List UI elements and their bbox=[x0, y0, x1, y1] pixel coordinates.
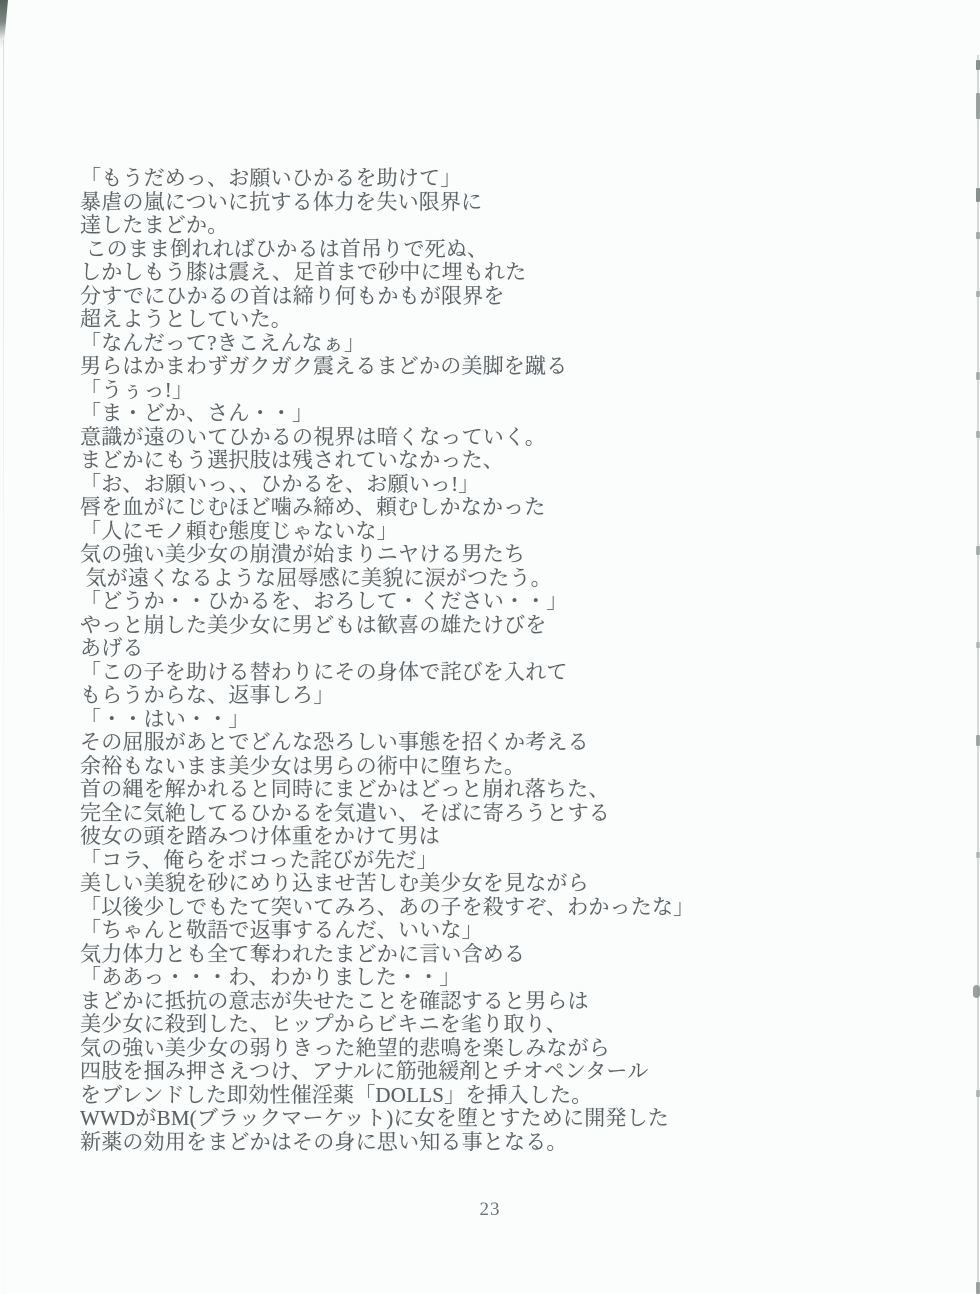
text-line: 「ちゃんと敬語で返事するんだ、いいな」 bbox=[80, 918, 483, 942]
text-line: 「コラ、俺らをボコった詫びが先だ」 bbox=[80, 847, 438, 872]
scan-speck bbox=[976, 735, 980, 746]
text-line: やっと崩した美少女に男どもは歓喜の雄たけびを bbox=[80, 612, 547, 637]
text-line: 「この子を助ける替わりにその身体で詫びを入れて bbox=[80, 659, 568, 684]
text-line: 「お、お願いっ、、ひかるを、お願いっ!」 bbox=[80, 471, 480, 496]
text-line: 気の強い美少女の崩潰が始まりニヤける男たち bbox=[80, 542, 526, 566]
text-line: 「ま・どか、さん・・」 bbox=[80, 401, 314, 425]
text-line: 気力体力とも全て奪われたまどかに言い含める bbox=[80, 941, 526, 966]
text-line: 四肢を掴み押さえつけ、アナルに筋弛緩剤とチオペンタール bbox=[80, 1059, 649, 1083]
text-line: もらうからな、返事しろ」 bbox=[80, 683, 335, 707]
scan-speck bbox=[976, 1090, 980, 1097]
text-line: 「ああっ・・・わ、わかりました・・」 bbox=[80, 965, 461, 989]
text-line: 新薬の効用をまどかはその身に思い知る事となる。 bbox=[80, 1129, 568, 1154]
scan-speck bbox=[976, 188, 980, 202]
text-line: まどかに抵抗の意志が失せたことを確認すると男らは bbox=[80, 988, 589, 1013]
scan-speck bbox=[976, 642, 980, 648]
scan-speck bbox=[976, 232, 980, 239]
scan-right-edge-line bbox=[977, 55, 979, 1294]
text-line: 「もうだめっ、お願いひかるを助けて」 bbox=[80, 166, 462, 190]
text-line: 首の縄を解かれると同時にまどかはどっと崩れ落ちた、 bbox=[80, 777, 610, 801]
text-line: 気が遠くなるような屈辱感に美貌に涙がつたう。 bbox=[80, 565, 552, 590]
scan-speck bbox=[976, 431, 980, 438]
text-line: その屈服があとでどんな恐ろしい事態を招くか考える bbox=[80, 730, 589, 754]
scan-speck bbox=[976, 291, 980, 297]
text-line: しかしもう膝は震え、足首まで砂中に埋もれた bbox=[80, 260, 527, 284]
scan-left-edge-line bbox=[3, 40, 4, 1294]
text-line: 気の強い美少女の弱りきった絶望的悲鳴を楽しみながら bbox=[80, 1035, 610, 1060]
text-line: 美少女に殺到した、ヒップからビキニを毟り取り、 bbox=[80, 1012, 567, 1036]
page-number: 23 bbox=[479, 1199, 501, 1220]
scan-speck bbox=[973, 985, 980, 998]
scan-corner-artifact-top-left bbox=[0, 0, 8, 48]
text-line: このまま倒れればひかるは首吊りで死ぬ、 bbox=[80, 236, 489, 261]
text-line: まどかにもう選択肢は残されていなかった、 bbox=[80, 448, 504, 472]
text-line: 分すでにひかるの首は締り何もかもが限界を bbox=[80, 283, 505, 308]
text-line: 意識が遠のいてひかるの視界は暗くなっていく。 bbox=[80, 424, 546, 449]
scan-speck bbox=[976, 546, 980, 555]
text-line: 「人にモノ頼む態度じゃないな」 bbox=[80, 518, 398, 543]
text-line: 余裕もないまま美少女は男らの術中に堕ちた。 bbox=[80, 753, 526, 778]
scan-speck bbox=[976, 1282, 980, 1294]
body-text bbox=[80, 167, 900, 1154]
text-line: 超えようとしていた。 bbox=[80, 307, 292, 331]
scan-speck bbox=[976, 372, 980, 380]
text-line: 完全に気絶してるひかるを気遣い、そばに寄ろうとする bbox=[80, 800, 610, 825]
text-line: 美しい美貌を砂にめり込ませ苦しむ美少女を見ながら bbox=[80, 871, 589, 895]
text-line: 「なんだって?きこえんなぁ」 bbox=[80, 330, 366, 355]
text-line: 暴虐の嵐についに抗する体力を失い限界に bbox=[80, 189, 483, 214]
text-line: 「以後少しでもたて突いてみろ、あの子を殺すぞ、わかったな」 bbox=[80, 894, 695, 919]
scan-speck bbox=[976, 852, 980, 858]
scan-speck bbox=[976, 93, 980, 119]
text-line: 達したまどか。 bbox=[80, 213, 229, 237]
text-line: 男らはかまわずガクガク震えるまどかの美脚を蹴る bbox=[80, 354, 568, 378]
text-line: 唇を血がにじむほど噛み締め、頼むしかなかった bbox=[80, 495, 546, 519]
text-line: をブレンドした即効性催淫薬「DOLLS」を挿入した。 bbox=[80, 1082, 593, 1107]
text-line: 「・・はい・・」 bbox=[80, 706, 250, 731]
text-line: 彼女の頭を踏みつけ体重をかけて男は bbox=[80, 824, 440, 848]
text-line: 「どうか・・ひかるを、おろして・ください・・」 bbox=[80, 589, 568, 613]
text-line: WWDがBM(ブラックマーケット)に女を堕とすために開発した bbox=[80, 1106, 670, 1130]
scan-speck bbox=[976, 60, 980, 70]
text-line: 「うぅっ!」 bbox=[80, 377, 194, 402]
text-line: あげる bbox=[80, 636, 144, 660]
